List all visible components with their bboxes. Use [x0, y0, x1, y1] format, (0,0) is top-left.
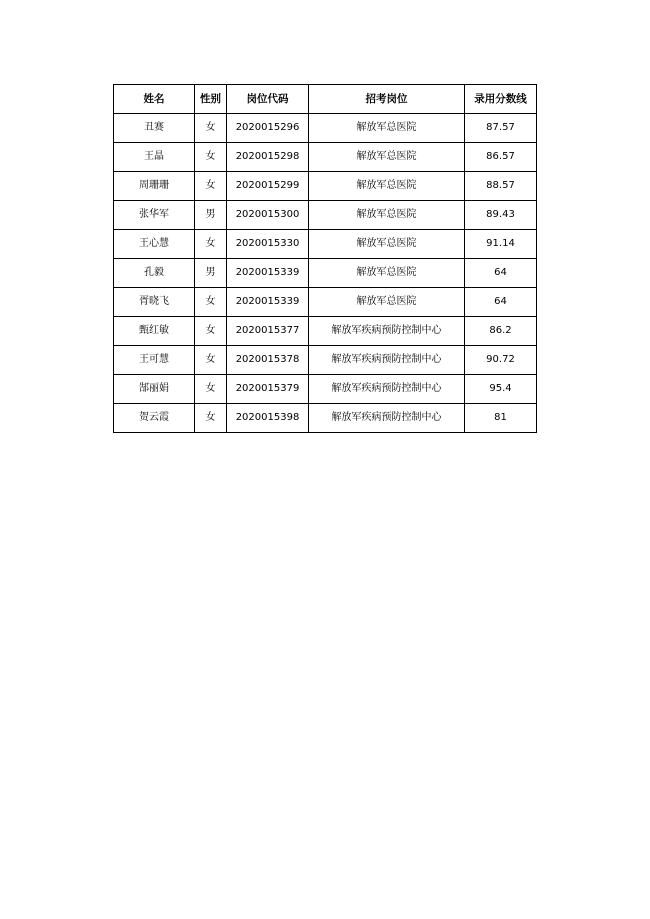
table-row [114, 230, 537, 259]
cell-name: 丑赛 [114, 114, 195, 143]
table-row [114, 143, 537, 172]
header-position: 招考岗位 [309, 85, 465, 114]
cell-gender: 女 [195, 375, 227, 404]
cell-position-code: 2020015339 [227, 288, 309, 317]
cell-position-code: 2020015378 [227, 346, 309, 375]
cell-gender: 女 [195, 288, 227, 317]
table-row [114, 404, 537, 433]
cell-cutoff-score: 64 [465, 288, 537, 317]
cell-gender: 男 [195, 201, 227, 230]
table-row [114, 172, 537, 201]
cell-cutoff-score: 86.2 [465, 317, 537, 346]
table-row [114, 317, 537, 346]
header-name: 姓名 [114, 85, 195, 114]
header-gender: 性别 [195, 85, 227, 114]
cell-position-code: 2020015379 [227, 375, 309, 404]
cell-cutoff-score: 86.57 [465, 143, 537, 172]
table-row [114, 288, 537, 317]
cell-cutoff-score: 89.43 [465, 201, 537, 230]
cell-cutoff-score: 64 [465, 259, 537, 288]
cell-gender: 女 [195, 404, 227, 433]
cell-position: 解放军总医院 [309, 288, 465, 317]
cell-name: 张华军 [114, 201, 195, 230]
cell-position: 解放军总医院 [309, 230, 465, 259]
results-table [113, 84, 537, 433]
cell-name: 孔毅 [114, 259, 195, 288]
cell-cutoff-score: 81 [465, 404, 537, 433]
cell-position: 解放军疾病预防控制中心 [309, 375, 465, 404]
table-row [114, 346, 537, 375]
header-cutoff-score: 录用分数线 [465, 85, 537, 114]
table-row [114, 259, 537, 288]
cell-name: 王心慧 [114, 230, 195, 259]
cell-position: 解放军疾病预防控制中心 [309, 317, 465, 346]
header-position-code: 岗位代码 [227, 85, 309, 114]
cell-name: 王可慧 [114, 346, 195, 375]
cell-gender: 女 [195, 230, 227, 259]
cell-cutoff-score: 87.57 [465, 114, 537, 143]
cell-name: 王晶 [114, 143, 195, 172]
cell-gender: 女 [195, 317, 227, 346]
cell-position-code: 2020015330 [227, 230, 309, 259]
cell-position: 解放军疾病预防控制中心 [309, 404, 465, 433]
cell-position-code: 2020015377 [227, 317, 309, 346]
cell-position-code: 2020015300 [227, 201, 309, 230]
cell-name: 胥晓飞 [114, 288, 195, 317]
cell-name: 甄红敏 [114, 317, 195, 346]
cell-gender: 男 [195, 259, 227, 288]
cell-name: 周珊珊 [114, 172, 195, 201]
table-row [114, 201, 537, 230]
cell-gender: 女 [195, 172, 227, 201]
cell-gender: 女 [195, 114, 227, 143]
cell-cutoff-score: 91.14 [465, 230, 537, 259]
cell-name: 贺云霞 [114, 404, 195, 433]
cell-position: 解放军总医院 [309, 259, 465, 288]
cell-position: 解放军总医院 [309, 114, 465, 143]
cell-position-code: 2020015298 [227, 143, 309, 172]
cell-position: 解放军总医院 [309, 201, 465, 230]
cell-position: 解放军总医院 [309, 143, 465, 172]
cell-position-code: 2020015299 [227, 172, 309, 201]
table-header-row [114, 85, 537, 114]
cell-gender: 女 [195, 143, 227, 172]
cell-position-code: 2020015296 [227, 114, 309, 143]
cell-name: 郜丽娟 [114, 375, 195, 404]
table-row [114, 375, 537, 404]
cell-gender: 女 [195, 346, 227, 375]
cell-cutoff-score: 95.4 [465, 375, 537, 404]
cell-position-code: 2020015398 [227, 404, 309, 433]
cell-cutoff-score: 88.57 [465, 172, 537, 201]
cell-position: 解放军疾病预防控制中心 [309, 346, 465, 375]
cell-position: 解放军总医院 [309, 172, 465, 201]
cell-position-code: 2020015339 [227, 259, 309, 288]
cell-cutoff-score: 90.72 [465, 346, 537, 375]
table-row [114, 114, 537, 143]
